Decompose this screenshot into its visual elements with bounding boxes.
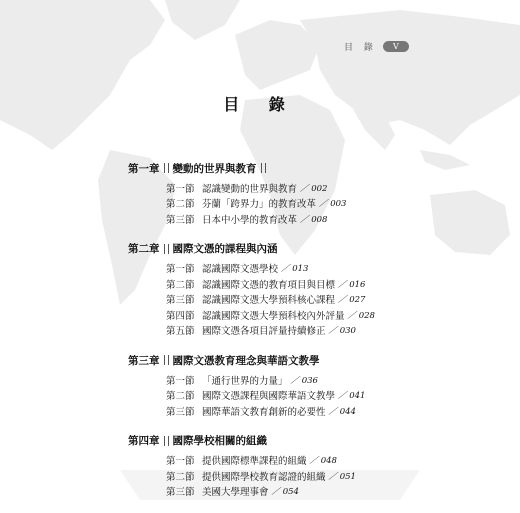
section-label: 第三節 [166, 406, 195, 418]
section-label: 第五節 [166, 326, 195, 338]
section-title: 芬蘭「跨界力」的教育改革 [202, 199, 317, 211]
section-title: 認識國際文憑學校 [202, 264, 279, 276]
chapter-label: 第四章 [128, 435, 160, 447]
section-title: 國際華語文教育創新的必要性 [202, 406, 326, 418]
toc-entry[interactable] [166, 388, 375, 404]
toc-entry[interactable] [166, 484, 375, 500]
toc-entry[interactable] [166, 323, 375, 339]
toc-entry[interactable] [166, 180, 375, 196]
section-title: 國際文憑各項目評量持續修正 [202, 326, 326, 338]
chapter-label: 第一章 [128, 162, 160, 175]
double-bar-divider-icon [164, 163, 169, 173]
section-page-number: ／ 027 [338, 295, 366, 306]
section-page-number: ／ 044 [328, 406, 356, 417]
section-label: 第三節 [166, 487, 195, 499]
section-page-number: ／ 036 [290, 375, 318, 386]
section-title: 日本中小學的教育改革 [202, 214, 298, 226]
map-indonesia [420, 150, 470, 170]
section-title: 認識變動的世界與教育 [202, 183, 298, 195]
chapter [128, 352, 375, 419]
section-title: 國際文憑課程與國際華語文教學 [202, 391, 336, 403]
double-bar-divider-icon [164, 355, 169, 365]
section-title: 提供國際學校教育認證的組織 [202, 471, 326, 483]
double-bar-divider-icon [261, 163, 266, 173]
chapter [128, 241, 375, 339]
section-page-number: ／ 054 [271, 487, 299, 498]
double-bar-divider-icon [164, 244, 169, 254]
toc-entry[interactable] [166, 403, 375, 419]
section-page-number: ／ 003 [319, 199, 347, 210]
toc-entry[interactable] [166, 468, 375, 484]
section-label: 第二節 [166, 279, 195, 291]
section-label: 第一節 [166, 264, 195, 276]
toc-entry[interactable] [166, 211, 375, 227]
chapter-title: 國際學校相關的組織 [172, 435, 267, 447]
section-title: 美國大學理事會 [202, 487, 269, 499]
toc-entry[interactable] [166, 453, 375, 469]
section-title: 認識國際文憑大學預科校內外評量 [202, 310, 345, 322]
chapter-heading[interactable] [128, 160, 375, 176]
chapter [128, 160, 375, 227]
page-header [344, 40, 409, 53]
chapter [128, 433, 375, 500]
section-page-number: ／ 002 [300, 183, 328, 194]
section-label: 第一節 [166, 456, 195, 468]
section-label: 第二節 [166, 199, 195, 211]
section-page-number: ／ 048 [309, 456, 337, 467]
page-number-badge: V [383, 41, 409, 52]
section-label: 第一節 [166, 375, 195, 387]
section-page-number: ／ 051 [328, 471, 356, 482]
chapter-title: 變動的世界與教育 [172, 162, 257, 175]
chapter-label: 第三章 [128, 354, 160, 367]
section-label: 第一節 [166, 183, 195, 195]
section-page-number: ／ 016 [338, 279, 366, 290]
toc-entry[interactable] [166, 292, 375, 308]
double-bar-divider-icon [164, 436, 169, 446]
section-page-number: ／ 028 [347, 310, 375, 321]
section-page-number: ／ 013 [281, 264, 309, 275]
chapter-title: 國際文憑教育理念與華語文教學 [172, 354, 320, 367]
section-title: 「通行世界的力量」 [202, 375, 288, 387]
chapter-heading[interactable] [128, 241, 375, 257]
toc-entry[interactable] [166, 196, 375, 212]
map-north-america [0, 0, 165, 150]
section-title: 認識國際文憑大學預科核心課程 [202, 295, 336, 307]
map-greenland [165, 0, 240, 40]
page-title: 目 錄 [223, 95, 297, 114]
section-label: 第三節 [166, 214, 195, 226]
chapter-heading[interactable] [128, 352, 375, 368]
section-label: 第三節 [166, 295, 195, 307]
toc-entry[interactable] [166, 372, 375, 388]
chapter-label: 第二章 [128, 243, 160, 255]
section-title: 提供國際標準課程的組織 [202, 456, 307, 468]
section-label: 第二節 [166, 391, 195, 403]
section-page-number: ／ 008 [300, 214, 328, 225]
section-label: 第二節 [166, 471, 195, 483]
header-label: 目 錄 [344, 43, 377, 53]
map-australia [430, 190, 510, 255]
toc-entry[interactable] [166, 276, 375, 292]
chapter-title: 國際文憑的課程與內涵 [172, 243, 278, 255]
toc-entry[interactable] [166, 307, 375, 323]
table-of-contents [128, 160, 375, 513]
section-label: 第四節 [166, 310, 195, 322]
section-page-number: ／ 041 [338, 391, 366, 402]
section-page-number: ／ 030 [328, 326, 356, 337]
chapter-heading[interactable] [128, 433, 375, 449]
section-title: 認識國際文憑的教育項目與目標 [202, 279, 336, 291]
toc-entry[interactable] [166, 261, 375, 277]
